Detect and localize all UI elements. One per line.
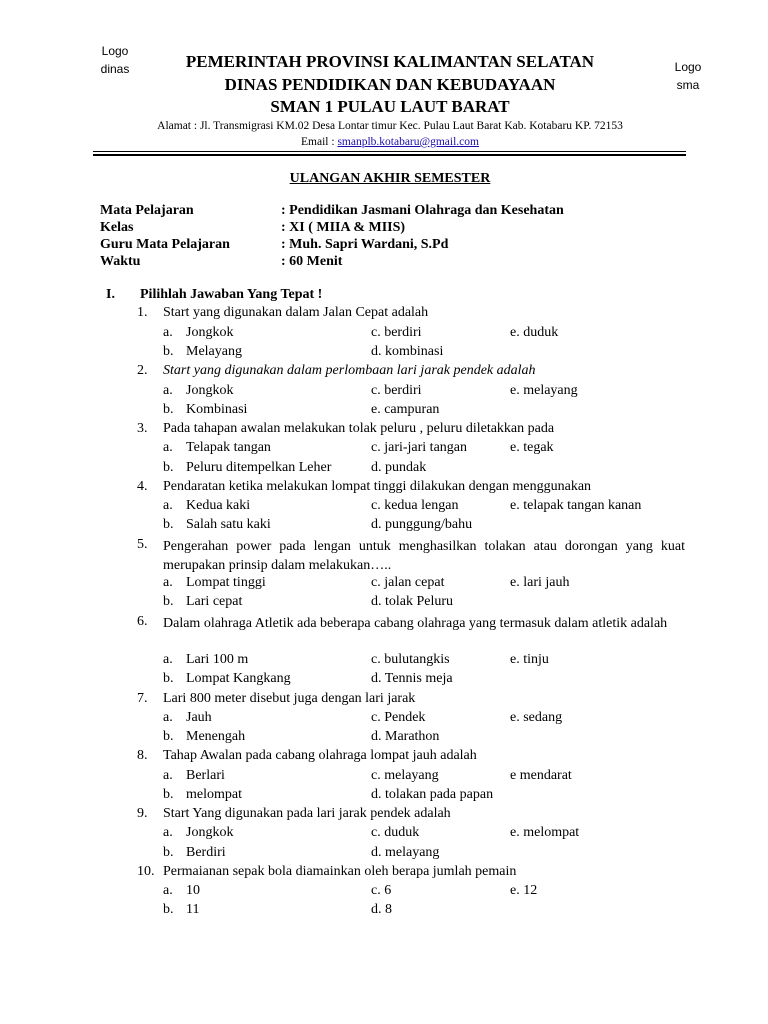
option-b: Salah satu kaki	[186, 517, 271, 532]
option-letter-a: a.	[163, 652, 173, 667]
question-text: Start yang digunakan dalam perlombaan lari jarak pendek adalah	[163, 363, 536, 378]
logo-sma-placeholder: Logo sma	[674, 60, 702, 92]
option-a: Jauh	[186, 710, 212, 725]
email-link[interactable]: smanplb.kotabaru@gmail.com	[337, 136, 479, 148]
option-b: 11	[186, 902, 200, 917]
question-text: Pengerahan power pada lengan untuk menghasilkan tolakan atau dorongan yang kuat merupakan prinsip dalam melakukan…..	[163, 539, 685, 573]
info-value-time: : 60 Menit	[281, 254, 343, 269]
option-e: e. duduk	[510, 325, 559, 340]
option-a: Jongkok	[186, 825, 234, 840]
option-letter-a: a.	[163, 325, 173, 340]
option-b: Berdiri	[186, 845, 226, 860]
option-letter-a: a.	[163, 383, 173, 398]
question-number: 8.	[137, 748, 148, 763]
option-c: c. melayang	[371, 768, 439, 783]
option-letter-a: a.	[163, 768, 173, 783]
option-e: e. sedang	[510, 710, 563, 725]
question-number: 6.	[137, 614, 148, 629]
option-b: Peluru ditempelkan Leher	[186, 460, 332, 475]
info-label-subject: Mata Pelajaran	[100, 203, 194, 218]
question-text: Lari 800 meter disebut juga dengan lari jarak	[163, 691, 416, 706]
option-a: Lompat tinggi	[186, 575, 266, 590]
option-letter-b: b.	[163, 902, 174, 917]
option-e: e. telapak tangan kanan	[510, 498, 642, 513]
option-c: c. berdiri	[371, 325, 422, 340]
info-value-subject: : Pendidikan Jasmani Olahraga dan Kesehatan	[281, 203, 564, 218]
question-number: 7.	[137, 691, 148, 706]
option-letter-b: b.	[163, 517, 174, 532]
option-d: e. campuran	[371, 402, 440, 417]
option-a: Telapak tangan	[186, 440, 271, 455]
option-letter-b: b.	[163, 787, 174, 802]
option-letter-b: b.	[163, 671, 174, 686]
option-letter-a: a.	[163, 440, 173, 455]
section-instruction: Pilihlah Jawaban Yang Tepat !	[140, 287, 323, 302]
option-d: d. pundak	[371, 460, 427, 475]
letterhead-department: DINAS PENDIDIKAN DAN KEBUDAYAAN	[224, 75, 556, 94]
question-text: Pendaratan ketika melakukan lompat tinggi dilakukan dengan menggunakan	[163, 479, 592, 494]
question-text: Permaianan sepak bola diamainkan oleh berapa jumlah pemain	[163, 864, 517, 879]
option-letter-b: b.	[163, 594, 174, 609]
school-address: Alamat : Jl. Transmigrasi KM.02 Desa Lontar timur Kec. Pulau Laut Barat Kab. Kotabaru KP. 72153	[157, 120, 623, 132]
option-b: Melayang	[186, 344, 242, 359]
option-a: Jongkok	[186, 383, 234, 398]
info-value-class: : XI ( MIIA & MIIS)	[281, 220, 406, 235]
option-c: c. duduk	[371, 825, 420, 840]
option-d: d. 8	[371, 902, 392, 917]
question-text: Start Yang digunakan pada lari jarak pendek adalah	[163, 806, 451, 821]
option-b: Kombinasi	[186, 402, 248, 417]
question-number: 4.	[137, 479, 148, 494]
email-label: Email :	[301, 136, 338, 148]
option-letter-b: b.	[163, 402, 174, 417]
option-c: c. berdiri	[371, 383, 422, 398]
option-d: d. tolakan pada papan	[371, 787, 494, 802]
option-e: e. tegak	[510, 440, 554, 455]
option-d: d. tolak Peluru	[371, 594, 454, 609]
option-b: Lompat Kangkang	[186, 671, 291, 686]
question-number: 9.	[137, 806, 148, 821]
option-c: c. Pendek	[371, 710, 426, 725]
section-number: I.	[106, 287, 115, 302]
option-b: melompat	[186, 787, 242, 802]
option-d: d. Marathon	[371, 729, 440, 744]
option-letter-b: b.	[163, 460, 174, 475]
question-number: 2.	[137, 363, 148, 378]
logo-dinas-placeholder: Logo dinas	[100, 44, 130, 76]
option-d: d. Tennis meja	[371, 671, 453, 686]
option-e: e. 12	[510, 883, 538, 898]
option-letter-a: a.	[163, 498, 173, 513]
option-d: d. kombinasi	[371, 344, 444, 359]
question-text: Tahap Awalan pada cabang olahraga lompat jauh adalah	[163, 748, 477, 763]
option-e: e. lari jauh	[510, 575, 570, 590]
exam-title: ULANGAN AKHIR SEMESTER	[289, 171, 491, 186]
option-b: Lari cepat	[186, 594, 243, 609]
option-d: d. punggung/bahu	[371, 517, 473, 532]
option-letter-a: a.	[163, 710, 173, 725]
question-number: 5.	[137, 537, 148, 552]
option-letter-b: b.	[163, 729, 174, 744]
letterhead-government: PEMERINTAH PROVINSI KALIMANTAN SELATAN	[185, 52, 595, 71]
option-letter-b: b.	[163, 845, 174, 860]
info-label-time: Waktu	[100, 254, 141, 269]
info-value-teacher: : Muh. Sapri Wardani, S.Pd	[281, 237, 449, 252]
question-number: 1.	[137, 305, 148, 320]
info-label-teacher: Guru Mata Pelajaran	[100, 237, 230, 252]
option-a: Jongkok	[186, 325, 234, 340]
question-number: 3.	[137, 421, 148, 436]
option-e: e. tinju	[510, 652, 549, 667]
option-a: Kedua kaki	[186, 498, 251, 513]
option-letter-b: b.	[163, 344, 174, 359]
option-a: Lari 100 m	[186, 652, 249, 667]
option-e: e. melayang	[510, 383, 578, 398]
question-text: Dalam olahraga Atletik ada beberapa cabang olahraga yang termasuk dalam atletik adalah	[163, 616, 668, 631]
option-c: c. jari-jari tangan	[371, 440, 468, 455]
option-c: c. jalan cepat	[371, 575, 445, 590]
option-a: 10	[186, 883, 200, 898]
option-c: c. kedua lengan	[371, 498, 459, 513]
option-d: d. melayang	[371, 845, 440, 860]
info-label-class: Kelas	[100, 220, 134, 235]
option-a: Berlari	[186, 768, 225, 783]
option-c: c. 6	[371, 883, 392, 898]
option-b: Menengah	[186, 729, 246, 744]
option-e: e. melompat	[510, 825, 580, 840]
option-c: c. bulutangkis	[371, 652, 450, 667]
option-letter-a: a.	[163, 825, 173, 840]
letterhead-school: SMAN 1 PULAU LAUT BARAT	[270, 97, 510, 116]
question-number: 10.	[137, 864, 155, 879]
question-text: Start yang digunakan dalam Jalan Cepat adalah	[163, 305, 429, 320]
option-e: e mendarat	[510, 768, 572, 783]
question-text: Pada tahapan awalan melakukan tolak peluru , peluru diletakkan pada	[163, 421, 555, 436]
option-letter-a: a.	[163, 883, 173, 898]
option-letter-a: a.	[163, 575, 173, 590]
